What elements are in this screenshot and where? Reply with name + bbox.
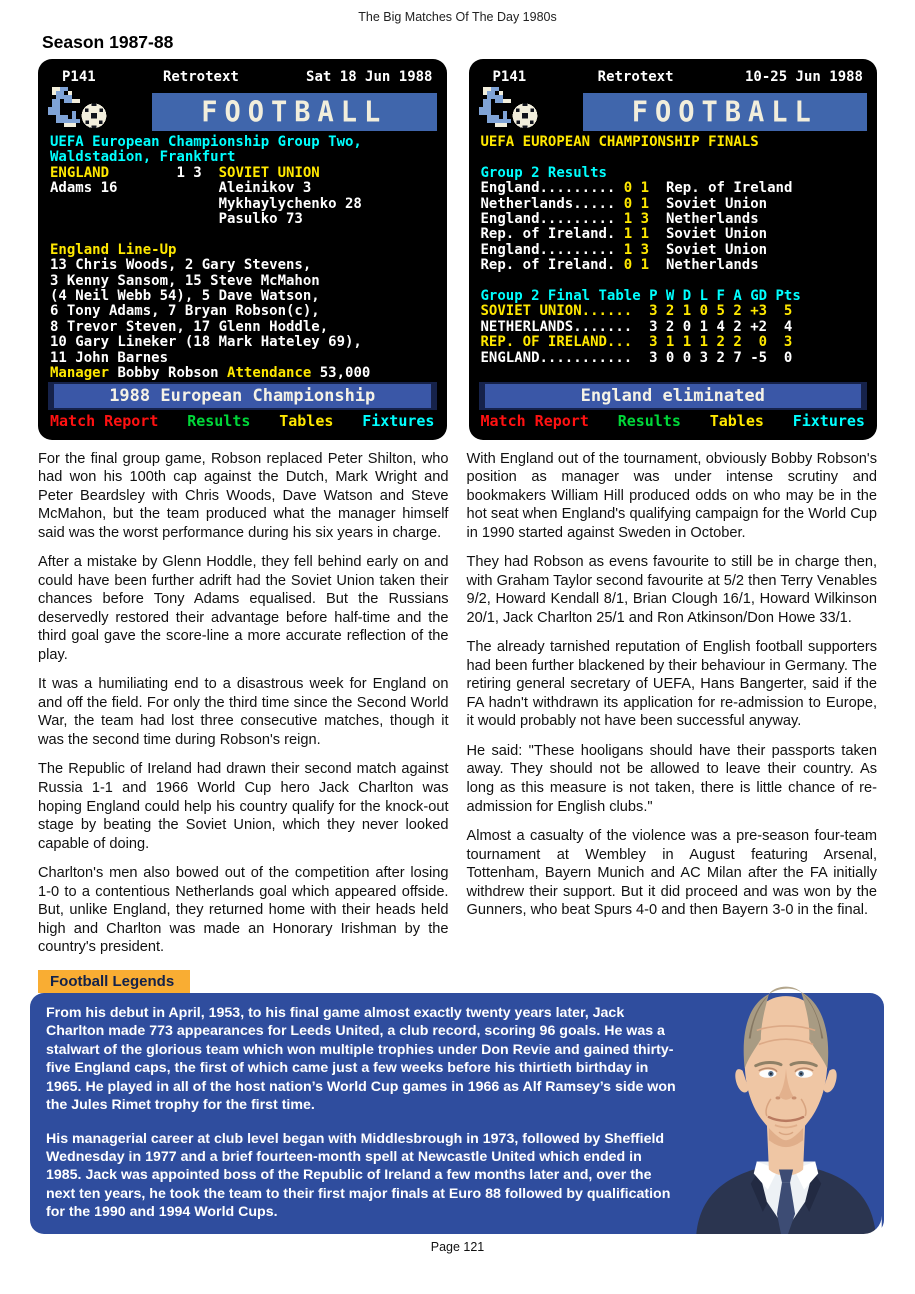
teletext-line (481, 181, 866, 196)
fastext-yellow-link: Tables (709, 411, 764, 430)
teletext-segment: 3 Kenny Sansom, 15 Steve McMahon (50, 272, 320, 289)
teletext-segment: Bobby Robson (109, 365, 228, 382)
article-body (38, 450, 877, 968)
jack-charlton-portrait (690, 976, 882, 1234)
teletext-segment: REP. OF IRELAND... 3 1 1 1 2 2 0 3 (480, 334, 793, 351)
teletext-line (50, 197, 435, 212)
teletext-line (50, 150, 435, 165)
teletext-segment: Netherlands (649, 257, 759, 274)
fastext-nav (48, 410, 437, 432)
teletext-line (481, 320, 866, 335)
teletext-line (481, 197, 866, 212)
teletext-segment: Soviet Union (649, 241, 768, 258)
paragraph: The already tarnished reputation of English football supporters had been further blackened by their behaviour in Germany. The retiring general secretary of UEFA, Hans Bangerter, said if the FA hadn't withdrawn its application for re-admission to Europe, it would probably not have been successful anyway. (466, 639, 877, 730)
teletext-line (50, 304, 435, 319)
teletext-panel-right (469, 59, 878, 440)
football-logo-text: FOOTBALL (631, 95, 818, 129)
teletext-banner: England eliminated (479, 382, 868, 410)
teletext-line (50, 351, 435, 366)
teletext-page-number: P141 (62, 69, 96, 85)
teletext-line (50, 166, 435, 181)
teletext-service-name: Retrotext (597, 69, 674, 85)
teletext-segment: Rep. of Ireland. (480, 257, 624, 274)
teletext-segment: Mykhaylychenko 28 (50, 195, 362, 212)
teletext-page-number: P141 (492, 69, 527, 85)
teletext-panel-left (38, 59, 447, 440)
teletext-line (481, 150, 866, 165)
teletext-line (481, 135, 866, 150)
teletext-segment: Adams 16 Aleinikov 3 (50, 180, 312, 197)
teletext-segment: England Line-Up (50, 241, 177, 258)
teletext-header-row (479, 67, 868, 87)
teletext-body (479, 133, 868, 366)
teletext-panels (38, 59, 877, 440)
football-legends-tab: Football Legends (38, 970, 190, 993)
teletext-segment: Attendance (227, 365, 312, 382)
fastext-cyan-link: Fixtures (362, 411, 435, 430)
article-column-right (467, 450, 878, 968)
teletext-line (50, 289, 435, 304)
teletext-segment: UEFA European Championship Group Two, (50, 134, 362, 150)
paragraph: His managerial career at club level began with Middlesbrough in 1973, followed by Sheffield Wednesday in 1977 and a brief fourteen-month spell at Newcastle United which ended in 1985. Jack was appointed boss of the Republic of Ireland a few months later and, over the next ten years, he took the team to their first major finals at Euro 88 followed by qualification for the 1990 and 1994 World Cups. (46, 1130, 671, 1221)
teletext-line (50, 335, 435, 350)
teletext-line (50, 243, 435, 258)
page-number: Page 121 (430, 1239, 485, 1254)
teletext-segment: ENGLAND........... 3 0 0 3 2 7 -5 0 (480, 349, 793, 366)
paragraph: It was a humiliating end to a disastrous week for England on and off the field. For only the third time since the Second World War, the team had lost three consecutive matches, though it was the second time during Robson's reign. (38, 676, 449, 748)
teletext-line (50, 258, 435, 273)
season-title: Season 1987-88 (42, 32, 174, 52)
teletext-segment: England......... (480, 211, 624, 228)
fastext-red-link: Match Report (50, 411, 159, 430)
teletext-segment: ENGLAND (50, 164, 110, 181)
teletext-line (481, 335, 866, 350)
teletext-line (481, 243, 866, 258)
teletext-segment: Netherlands..... (480, 195, 624, 212)
teletext-segment: Soviet Union (649, 226, 768, 243)
teletext-segment: 0 1 (623, 180, 650, 197)
teletext-segment: Rep. of Ireland (649, 180, 793, 197)
teletext-line (50, 181, 435, 196)
teletext-line (50, 274, 435, 289)
article-column-left (38, 450, 449, 968)
teletext-segment: UEFA EUROPEAN CHAMPIONSHIP FINALS (480, 134, 759, 150)
teletext-line (481, 274, 866, 289)
teletext-line (481, 166, 866, 181)
teletext-segment: 1 1 (623, 226, 650, 243)
football-logo-text: FOOTBALL (201, 95, 388, 129)
teletext-header-row (48, 67, 437, 87)
teletext-line (50, 320, 435, 335)
teletext-line (50, 227, 435, 242)
fastext-cyan-link: Fixtures (792, 411, 865, 430)
teletext-segment: 0 1 (623, 195, 650, 212)
teletext-date: Sat 18 Jun 1988 (306, 69, 433, 85)
fastext-green-link: Results (617, 411, 681, 430)
teletext-line (481, 258, 866, 273)
paragraph: After a mistake by Glenn Hoddle, they fell behind early on and could have been further adrift had the Soviet Union taken their chances before Tony Adams equalised. But the Russians deservedly restored their advantage before half-time and the third goal gave the score-line a more accurate reflection of the play. (38, 554, 449, 663)
teletext-segment: SOVIET UNION (218, 164, 320, 181)
fastext-nav (479, 410, 868, 432)
teletext-line (481, 351, 866, 366)
paragraph: Almost a casualty of the violence was a pre-season four-team tournament at Wembley in August featuring Arsenal, Tottenham, Bayern Munich and AC Milan after the FA initially withdrew their support. But it did proceed and was won by the Gunners, who beat Spurs 4-0 and then Bayern 3-0 in the final. (466, 828, 877, 919)
paragraph: The Republic of Ireland had drawn their second match against Russia 1-1 and 1966 World Cup hero Jack Charlton was hoping England could help his country qualify for the knock-out stage by beating the Soviet Union, which they never looked capable of doing. (38, 761, 449, 852)
paragraph: For the final group game, Robson replaced Peter Shilton, who had won his 100th cap against the Dutch, Mark Wright and Peter Beardsley with Chris Woods, Dave Watson and Steve McMahon, but the team produced what the manager himself said was the worst performance during his six years in charge. (38, 450, 449, 541)
teletext-segment: (4 Neil Webb 54), 5 Dave Watson, (50, 288, 320, 305)
fastext-yellow-link: Tables (279, 411, 334, 430)
boot-ball-icon (48, 87, 148, 131)
paragraph: Charlton's men also bowed out of the competition after losing 1-0 to a contentious Netherlands goal which appeared offside. But, unlike England, they returned home with their heads held high and Charlton was made an Honorary Irishman by the country's president. (38, 865, 449, 956)
teletext-line (481, 289, 866, 304)
teletext-segment: 1 3 (623, 211, 650, 228)
teletext-segment: 13 Chris Woods, 2 Gary Stevens, (50, 257, 312, 274)
teletext-segment: 11 John Barnes (50, 349, 169, 366)
teletext-line (481, 227, 866, 242)
teletext-segment: Soviet Union (649, 195, 768, 212)
paragraph: They had Robson as evens favourite to still be in charge then, with Graham Taylor second favourite at 5/2 then Terry Venables 9/2, Howard Kendall 8/1, Brian Clough 16/1, Howard Wilkinson 20/1, Jack Charlton 25/1 and Ron Atkinson/Don Howe 33/1. (466, 554, 877, 626)
teletext-line (481, 212, 866, 227)
teletext-segment: 6 Tony Adams, 7 Bryan Robson(c), (50, 303, 320, 320)
teletext-date: 10-25 Jun 1988 (744, 69, 863, 85)
paragraph: With England out of the tournament, obviously Bobby Robson's position as manager was under intense scrutiny and bookmakers William Hill produced odds on who may be in the hot seat when England's qualifying campaign for the World Cup in 1990 started against Sweden in October. (466, 450, 877, 541)
teletext-segment: England......... (480, 180, 624, 197)
teletext-segment: 0 1 (623, 257, 650, 274)
teletext-segment: Group 2 Final Table P W D L F A GD Pts (480, 288, 801, 305)
boot-ball-icon (479, 87, 579, 131)
teletext-line (50, 135, 435, 150)
teletext-segment: 10 Gary Lineker (18 Mark Hateley 69), (50, 334, 362, 351)
football-legends-box (30, 993, 884, 1234)
teletext-segment: SOVIET UNION...... 3 2 1 0 5 2 +3 5 (480, 303, 793, 320)
fastext-green-link: Results (187, 411, 251, 430)
teletext-segment: Pasulko 73 (50, 211, 303, 228)
football-logo-bar (152, 93, 437, 131)
teletext-segment: 8 Trevor Steven, 17 Glenn Hoddle, (50, 318, 329, 335)
teletext-line (50, 366, 435, 381)
teletext-segment: Group 2 Results (480, 164, 607, 181)
teletext-segment: NETHERLANDS....... 3 2 0 1 4 2 +2 4 (480, 318, 793, 335)
book-header: The Big Matches Of The Day 1980s (358, 10, 557, 24)
teletext-segment: 1 3 (109, 164, 219, 181)
teletext-segment: 53,000 (311, 365, 371, 382)
football-legends-section (30, 970, 884, 1234)
football-logo-bar (583, 93, 868, 131)
football-logo-row (479, 87, 868, 131)
teletext-banner: 1988 European Championship (48, 382, 437, 410)
teletext-segment: Netherlands (649, 211, 759, 228)
teletext-segment: Rep. of Ireland. (480, 226, 624, 243)
teletext-body (48, 133, 437, 382)
teletext-segment: 1 3 (623, 241, 650, 258)
teletext-segment: England......... (480, 241, 624, 258)
teletext-line (50, 212, 435, 227)
paragraph: He said: "These hooligans should have their passports taken away. They should not be allowed to leave their country. As long as this measure is not taken, there is little chance of re-admission for English clubs." (466, 742, 877, 815)
teletext-segment: Waldstadion, Frankfurt (50, 149, 236, 166)
paragraph: From his debut in April, 1953, to his final game almost exactly twenty years later, Jack Charlton made 773 appearances for Leeds United, a club record, scoring 96 goals. He was a stalwart of the glorious team which won multiple trophies under Don Revie and gained thirty-five England caps, the first of which came just a few weeks before his thirtieth birthday in 1965. He played in all of the host nation’s World Cup games in 1966 as Alf Ramsey’s side won the Jules Rimet trophy for the first time. (46, 1004, 676, 1114)
football-logo-row (48, 87, 437, 131)
teletext-line (481, 304, 866, 319)
teletext-service-name: Retrotext (162, 69, 239, 85)
fastext-red-link: Match Report (480, 411, 589, 430)
teletext-segment: Manager (50, 365, 110, 382)
football-legends-text (46, 1004, 679, 1222)
